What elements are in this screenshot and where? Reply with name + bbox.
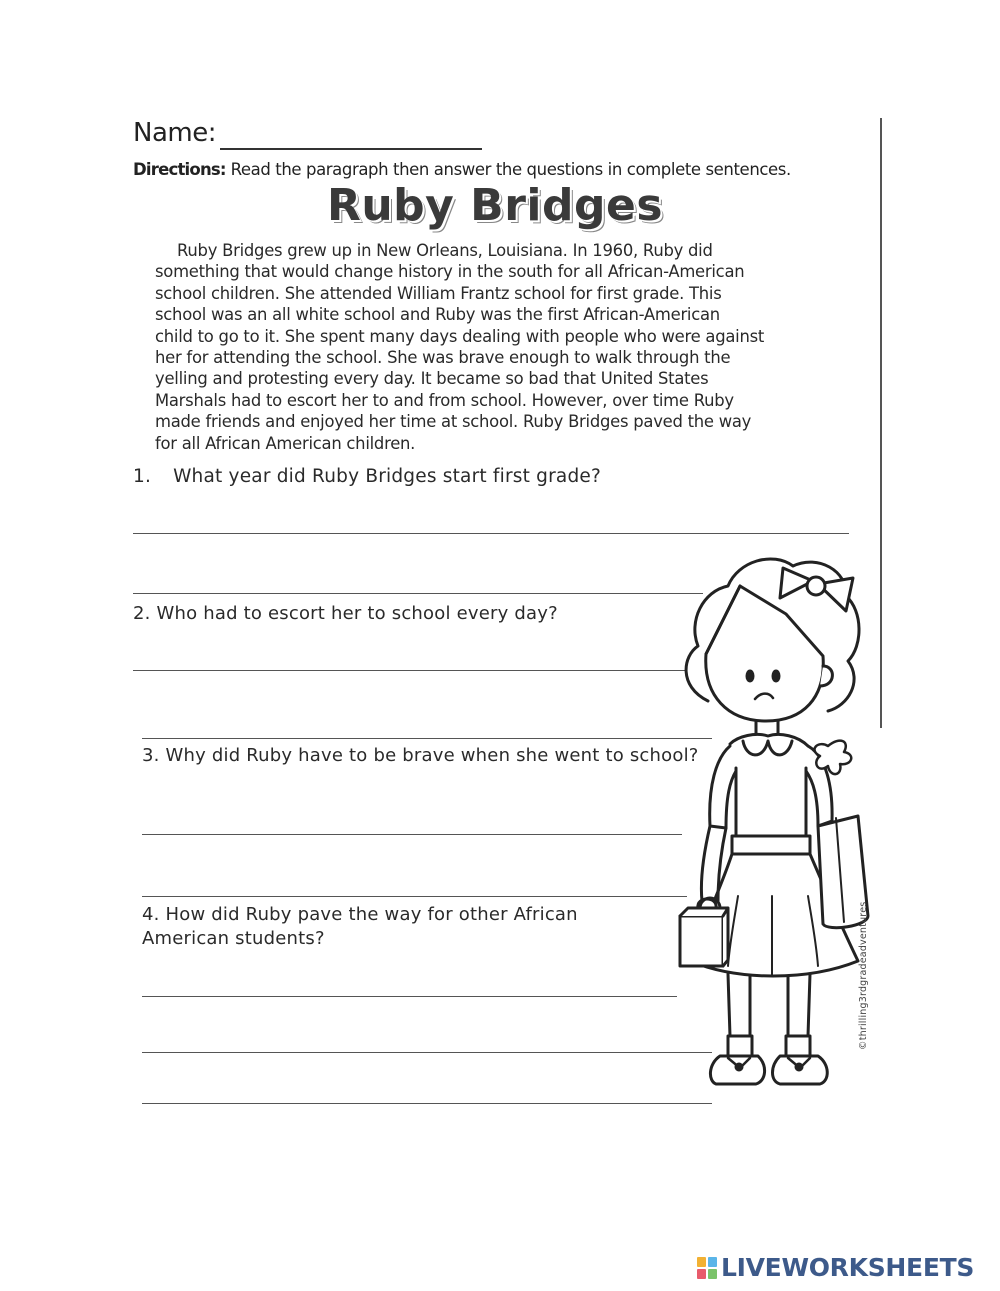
answer-line-q3-a[interactable] xyxy=(142,834,682,835)
liveworksheets-brand xyxy=(697,1253,974,1282)
question-4 xyxy=(142,903,662,951)
reading-paragraph xyxy=(155,240,845,454)
paragraph-line: child to go to it. She spent many days dealing with people who were against xyxy=(155,326,765,346)
ruby-girl-illustration xyxy=(668,536,878,1116)
paragraph-line: school children. She attended William Frantz school for first grade. This xyxy=(155,283,722,303)
question-number: 3. xyxy=(142,745,160,766)
directions xyxy=(133,160,791,179)
copyright-note: ©thrilling3rdgradeadventures xyxy=(858,901,869,1050)
question-text: How did Ruby pave the way for other African American students? xyxy=(142,904,578,949)
worksheet-title: Ruby Bridges xyxy=(326,180,664,231)
answer-line-q1-a[interactable] xyxy=(133,533,849,534)
paragraph-line: school was an all white school and Ruby was the first African-American xyxy=(155,305,720,325)
question-number: 1. xyxy=(133,466,152,487)
paragraph-line: for all African American children. xyxy=(155,433,416,453)
answer-line-q2-a[interactable] xyxy=(133,670,693,671)
question-3 xyxy=(142,744,702,768)
question-text: Why did Ruby have to be brave when she went to school? xyxy=(165,745,699,766)
question-1 xyxy=(133,466,601,487)
directions-label: Directions: xyxy=(133,160,226,179)
answer-line-q4-a[interactable] xyxy=(142,996,677,997)
brand-text: LIVEWORKSHEETS xyxy=(721,1253,975,1282)
liveworksheets-logo-icon xyxy=(697,1257,717,1279)
paragraph-line: Marshals had to escort her to and from school. However, over time Ruby xyxy=(155,390,734,410)
answer-line-q4-c[interactable] xyxy=(142,1103,712,1104)
paragraph-line: her for attending the school. She was brave enough to walk through the xyxy=(155,348,731,368)
answer-line-q1-b[interactable] xyxy=(133,593,703,594)
directions-text: Read the paragraph then answer the questions in complete sentences. xyxy=(225,160,791,179)
answer-line-q4-b[interactable] xyxy=(142,1052,712,1053)
name-label: Name: xyxy=(133,118,216,148)
question-number: 4. xyxy=(142,904,160,925)
paragraph-line: yelling and protesting every day. It became so bad that United States xyxy=(155,369,709,389)
paragraph-line: made friends and enjoyed her time at school. Ruby Bridges paved the way xyxy=(155,412,752,432)
question-text: What year did Ruby Bridges start first grade? xyxy=(173,466,601,487)
question-number: 2. xyxy=(133,603,151,624)
paragraph-line: something that would change history in the south for all African-American xyxy=(155,262,745,282)
question-2 xyxy=(133,603,558,624)
name-input-line[interactable] xyxy=(220,148,482,150)
paragraph-line: Ruby Bridges grew up in New Orleans, Louisiana. In 1960, Ruby did xyxy=(177,241,713,260)
question-text: Who had to escort her to school every day? xyxy=(156,603,558,624)
answer-line-q2-b[interactable] xyxy=(142,738,712,739)
answer-line-q3-b[interactable] xyxy=(142,896,687,897)
